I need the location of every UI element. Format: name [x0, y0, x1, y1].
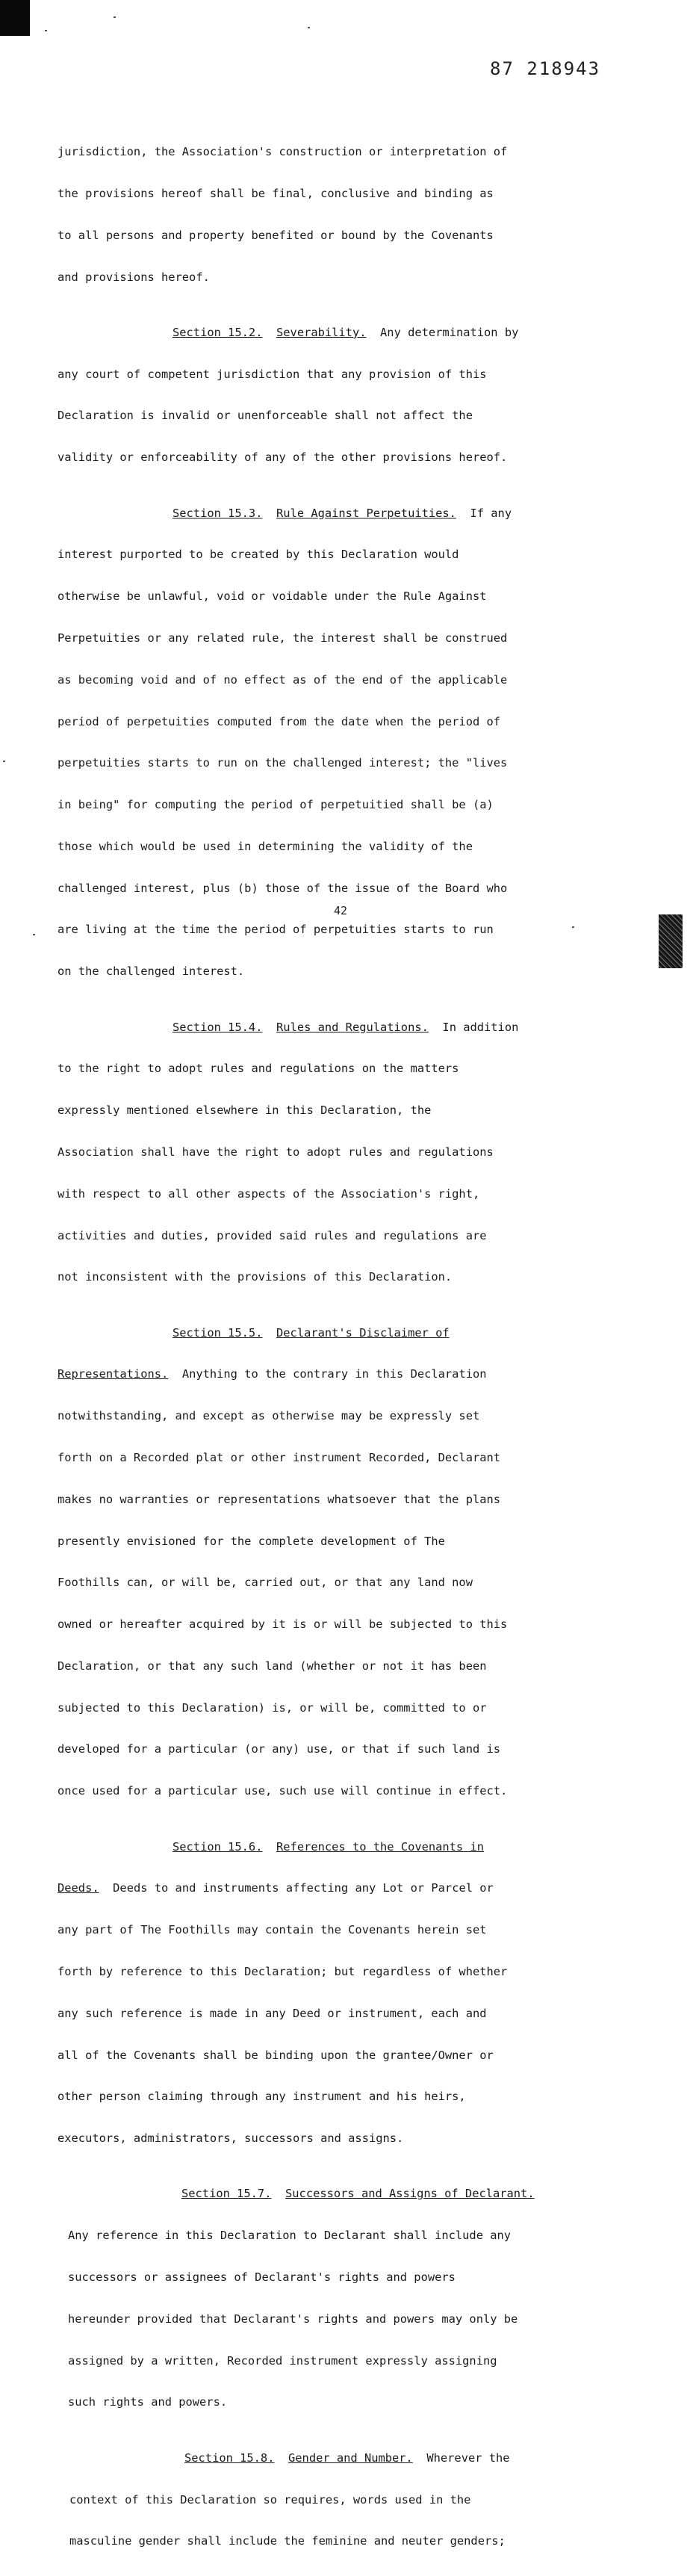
text-line: such rights and powers.	[68, 2395, 228, 2409]
text-line: are living at the time the period of perpetuities starts to run	[58, 923, 494, 937]
text-line: once used for a particular use, such use will continue in effect.	[58, 1784, 508, 1798]
text-line: other person claiming through any instrument and his heirs,	[58, 2090, 466, 2104]
text-line: any such reference is made in any Deed or instrument, each and	[58, 2006, 487, 2020]
scan-speck	[114, 16, 116, 18]
text-line: presently envisioned for the complete development of The	[58, 1534, 445, 1548]
text-line: Any reference in this Declaration to Declarant shall include any	[68, 2229, 512, 2243]
text-line: expressly mentioned elsewhere in this Declaration, the	[58, 1103, 432, 1118]
text-line: to all persons and property benefited or bound by the Covenants	[58, 228, 494, 242]
section-title: Rule Against Perpetuities.	[276, 506, 456, 520]
section-heading-15-2	[58, 326, 610, 340]
text-line: executors, administrators, successors and assigns.	[58, 2131, 404, 2146]
section-text: Anything to the contrary in this Declaration	[181, 1367, 487, 1381]
text-line: otherwise be unlawful, void or voidable under the Rule Against	[58, 589, 487, 604]
text-line: activities and duties, provided said rules and regulations are	[58, 1228, 487, 1242]
scan-speck	[3, 761, 5, 762]
text-line: assigned by a written, Recorded instrument expressly assigning	[68, 2353, 497, 2368]
section-heading-cont	[58, 1881, 610, 1895]
text-line: developed for a particular (or any) use, or that if such land is	[58, 1742, 501, 1756]
text-line: Association shall have the right to adopt rules and regulations	[58, 1145, 494, 1159]
section-number: Section 15.7.	[181, 2187, 272, 2201]
text-line: those which would be used in determining the validity of the	[58, 839, 473, 853]
text-line: not inconsistent with the provisions of this Declaration.	[58, 1270, 453, 1284]
text-line: any part of The Foothills may contain the Covenants herein set	[58, 1923, 487, 1937]
section-heading-15-7	[58, 2187, 610, 2201]
section-number: Section 15.6.	[173, 1839, 263, 1854]
text-line: any court of competent jurisdiction that any provision of this	[58, 367, 487, 381]
section-number: Section 15.3.	[173, 506, 263, 520]
text-line: in being" for computing the period of perpetuitied shall be (a)	[58, 798, 494, 812]
section-text: Deeds to and instruments affecting any Lot or Parcel or	[113, 1881, 494, 1895]
document-number: 87 218943	[490, 58, 601, 79]
text-line: Declaration, or that any such land (whether or not it has been	[58, 1659, 487, 1673]
section-number: Section 15.8.	[184, 2450, 275, 2465]
text-line: forth by reference to this Declaration; but regardless of whether	[58, 1964, 508, 1978]
text-line: period of perpetuities computed from the date when the period of	[58, 714, 501, 728]
section-title: Declarant's Disclaimer of	[276, 1325, 450, 1340]
text-line: with respect to all other aspects of the Association's right,	[58, 1186, 480, 1201]
scan-speck	[33, 934, 35, 935]
text-line: successors or assignees of Declarant's rights and powers	[68, 2270, 456, 2285]
text-line: notwithstanding, and except as otherwise may be expressly set	[58, 1409, 480, 1423]
text-line: Declaration is invalid or unenforceable shall not affect the	[58, 409, 473, 423]
scan-corner-mark	[0, 0, 30, 36]
text-line: and provisions hereof.	[58, 270, 210, 284]
section-heading-15-8	[58, 2451, 610, 2465]
section-heading-cont	[58, 1367, 610, 1381]
text-line: Perpetuities or any related rule, the interest shall be construed	[58, 631, 508, 645]
text-line: interest purported to be created by this Declaration would	[58, 548, 459, 562]
text-line: owned or hereafter acquired by it is or will be subjected to this	[58, 1617, 508, 1632]
section-text: In addition	[442, 1020, 519, 1034]
text-line: masculine gender shall include the feminine and neuter genders;	[69, 2534, 506, 2548]
page-number: 42	[334, 904, 348, 917]
text-line: to the right to adopt rules and regulations on the matters	[58, 1062, 459, 1076]
body-text	[58, 117, 610, 2576]
section-heading-15-3	[58, 507, 610, 521]
section-title: Rules and Regulations.	[276, 1020, 429, 1034]
section-title-cont: Deeds.	[58, 1881, 99, 1895]
section-number: Section 15.5.	[173, 1325, 263, 1340]
section-title: Gender and Number.	[288, 2450, 413, 2465]
section-heading-15-6	[58, 1840, 610, 1854]
section-heading-15-4	[58, 1021, 610, 1035]
scan-noise-mark	[659, 914, 683, 968]
text-line: challenged interest, plus (b) those of the issue of the Board who	[58, 881, 508, 895]
text-line: jurisdiction, the Association's construction or interpretation of	[58, 145, 508, 159]
section-number: Section 15.4.	[173, 1020, 263, 1034]
text-line: as becoming void and of no effect as of the end of the applicable	[58, 672, 508, 687]
section-title: Severability.	[276, 325, 367, 339]
scan-speck	[45, 30, 47, 31]
text-line: on the challenged interest.	[58, 965, 245, 979]
section-heading-15-5	[58, 1326, 610, 1340]
text-line: context of this Declaration so requires, words used in the	[69, 2492, 471, 2507]
text-line: makes no warranties or representations whatsoever that the plans	[58, 1492, 501, 1506]
section-title-cont: Representations.	[58, 1367, 169, 1381]
section-text: Any determination by	[380, 325, 519, 339]
text-line: subjected to this Declaration) is, or will be, committed to or	[58, 1700, 487, 1715]
text-line: all of the Covenants shall be binding upon the grantee/Owner or	[58, 2048, 494, 2062]
section-number: Section 15.2.	[173, 325, 263, 339]
text-line: forth on a Recorded plat or other instrument Recorded, Declarant	[58, 1451, 501, 1464]
text-line: perpetuities starts to run on the challenged interest; the "lives	[58, 756, 508, 770]
scan-speck	[308, 27, 310, 28]
section-text: Wherever the	[426, 2450, 510, 2465]
section-title: References to the Covenants in	[276, 1839, 484, 1854]
text-line: hereunder provided that Declarant's rights and powers may only be	[68, 2312, 518, 2326]
text-line: the provisions hereof shall be final, conclusive and binding as	[58, 186, 494, 200]
text-line: Foothills can, or will be, carried out, or that any land now	[58, 1576, 473, 1590]
section-title: Successors and Assigns of Declarant.	[285, 2187, 535, 2201]
text-line: validity or enforceability of any of the other provisions hereof.	[58, 451, 508, 465]
section-text: If any	[470, 506, 512, 520]
